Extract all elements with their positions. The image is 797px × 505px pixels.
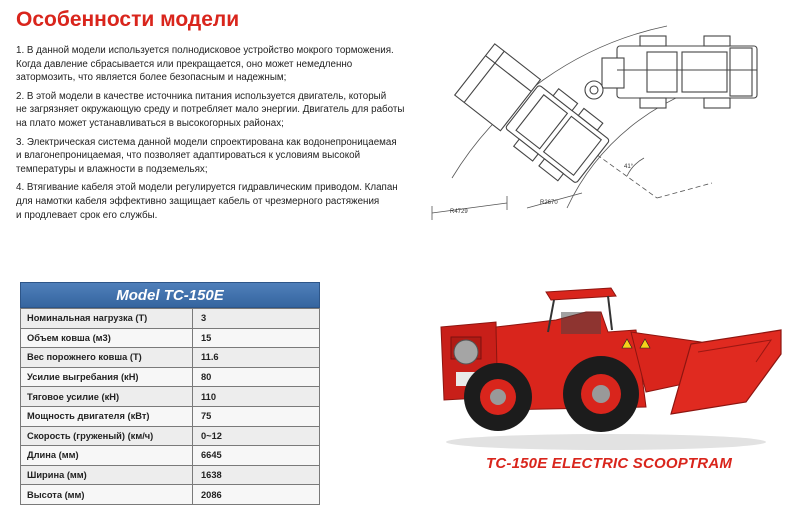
feature-line: затормозить, что является более безопасным и надежным; xyxy=(16,72,287,84)
spec-value: 1638 xyxy=(193,466,320,485)
scooptram-photo xyxy=(436,282,786,452)
feature-item-2 xyxy=(16,90,416,131)
spec-value: 6645 xyxy=(193,446,320,465)
spec-label: Мощность двигателя (кВт) xyxy=(20,407,193,426)
feature-line: 2. В этой модели в качестве источника питания используется двигатель, который xyxy=(16,90,387,102)
spec-label: Тяговое усилие (кН) xyxy=(20,387,193,406)
front-wheel xyxy=(563,356,639,432)
feature-line: и влагонепроницаемая, что позволяет адаптироваться к условиям высокой xyxy=(16,150,361,162)
table-row xyxy=(20,446,320,466)
spec-label: Вес порожнего ковша (T) xyxy=(20,348,193,367)
feature-item-1 xyxy=(16,44,416,85)
spec-label: Ширина (мм) xyxy=(20,466,193,485)
feature-line: для намотки кабеля эффективно защищает кабель от чрезмерного растяжения xyxy=(16,195,380,207)
dimension-label-left: R4729 xyxy=(450,209,468,215)
rear-wheel xyxy=(464,363,532,431)
spec-value: 15 xyxy=(193,329,320,348)
feature-line: 1. В данной модели используется полнодисковое устройство мокрого торможения. xyxy=(16,45,394,56)
spec-rows xyxy=(20,308,320,505)
feature-line: и продлевает срок его службы. xyxy=(16,209,158,221)
spec-label: Объем ковша (м3) xyxy=(20,329,193,348)
feature-line: не загрязняет окружающую среду и потребляет мало энергии. Двигатель для работы xyxy=(16,104,405,116)
table-row xyxy=(20,427,320,447)
spec-label: Высота (мм) xyxy=(20,485,193,504)
spec-value: 75 xyxy=(193,407,320,426)
turning-radius-diagram xyxy=(412,8,792,248)
table-row xyxy=(20,466,320,486)
spec-value: 110 xyxy=(193,387,320,406)
product-caption: TC-150E ELECTRIC SCOOPTRAM xyxy=(486,455,733,472)
feature-line: 4. Втягивание кабеля этой модели регулируется гидравлическим приводом. Клапан xyxy=(16,182,398,194)
rear-frame-outline xyxy=(602,36,757,108)
spec-label: Номинальная нагрузка (T) xyxy=(20,309,193,328)
feature-line: Когда давление сбрасывается или прекращается, оно может немедленно xyxy=(16,58,353,70)
table-row xyxy=(20,348,320,368)
feature-item-3 xyxy=(16,136,416,177)
dimension-line-left xyxy=(432,203,507,213)
table-row xyxy=(20,368,320,388)
table-row xyxy=(20,329,320,349)
page-title: Особенности модели xyxy=(16,8,240,31)
articulation-joint xyxy=(585,81,603,99)
angle-label: 41° xyxy=(624,164,634,170)
table-row xyxy=(20,407,320,427)
feature-line: на плато может устанавливаться в высокогорных районах; xyxy=(16,117,284,129)
spec-value: 11.6 xyxy=(193,348,320,367)
spec-value: 0~12 xyxy=(193,427,320,446)
table-row xyxy=(20,387,320,407)
feature-line: температуры и влажности в подземельях; xyxy=(16,163,208,175)
spec-value: 2086 xyxy=(193,485,320,504)
dimension-label-right: R2670 xyxy=(540,200,558,206)
table-row xyxy=(20,485,320,505)
features-list xyxy=(16,44,416,227)
spec-value: 3 xyxy=(193,309,320,328)
table-row xyxy=(20,309,320,329)
spec-label: Скорость (груженый) (км/ч) xyxy=(20,427,193,446)
spec-label: Усилие выгребания (кН) xyxy=(20,368,193,387)
table-header-model: Model TC-150E xyxy=(20,282,320,308)
spec-value: 80 xyxy=(193,368,320,387)
spec-table xyxy=(20,282,320,505)
feature-line: 3. Электрическая система данной модели спроектирована как водонепроницаемая xyxy=(16,136,397,148)
spec-label: Длина (мм) xyxy=(20,446,193,465)
feature-item-4 xyxy=(16,181,416,222)
